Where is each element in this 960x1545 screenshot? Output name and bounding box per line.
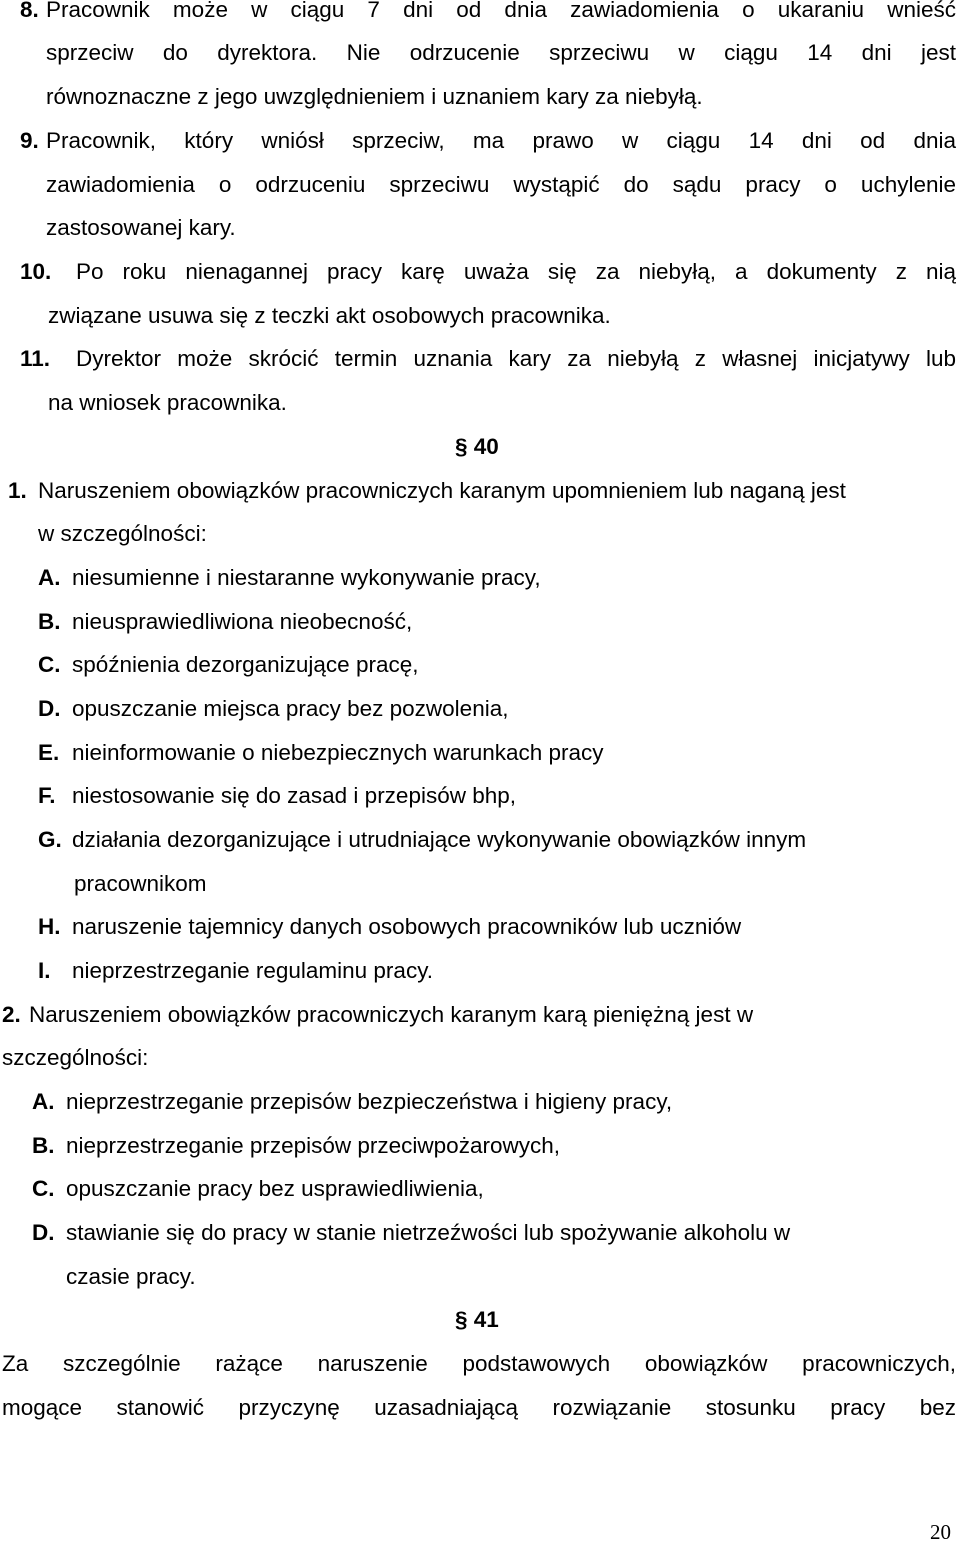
paragraph-8-line-2: sprzeciw do dyrektora. Nie odrzucenie sprzeciwu w ciągu 14 dni jest xyxy=(46,40,956,65)
list-letter: H. xyxy=(38,914,61,939)
list-letter: F. xyxy=(38,783,56,808)
section-heading: § 41 xyxy=(455,1307,499,1332)
section-40-p2-line-1: Naruszeniem obowiązków pracowniczych karanym karą pieniężną jest w xyxy=(29,1002,754,1027)
paragraph-number: 9. xyxy=(20,128,39,153)
list-item: opuszczanie pracy bez usprawiedliwienia, xyxy=(66,1176,484,1201)
paragraph-number: 8. xyxy=(20,0,39,22)
list-item: nieprzestrzeganie regulaminu pracy. xyxy=(72,958,434,983)
list-item: stawianie się do pracy w stanie nietrzeźwości lub spożywanie alkoholu w xyxy=(66,1220,791,1245)
section-40-p1-line-1: Naruszeniem obowiązków pracowniczych karanym upomnieniem lub naganą jest xyxy=(38,478,846,503)
paragraph-8-line-1: Pracownik może w ciągu 7 dni od dnia zawiadomienia o ukaraniu wnieść xyxy=(46,0,956,22)
paragraph-9-line-3: zastosowanej kary. xyxy=(46,215,236,240)
list-letter: B. xyxy=(38,609,61,634)
paragraph-8-line-3: równoznaczne z jego uwzględnieniem i uznaniem kary za niebyłą. xyxy=(46,84,703,109)
paragraph-10-line-1: Po roku nienagannej pracy karę uważa się za niebyłą, a dokumenty z nią xyxy=(76,259,956,284)
list-item: niesumienne i niestaranne wykonywanie pracy, xyxy=(72,565,541,590)
paragraph-number: 2. xyxy=(2,1002,21,1027)
list-letter: I. xyxy=(38,958,51,983)
list-item: nieusprawiedliwiona nieobecność, xyxy=(72,609,413,634)
list-letter: A. xyxy=(32,1089,55,1114)
paragraph-11-line-1: Dyrektor może skrócić termin uznania kary za niebyłą z własnej inicjatywy lub xyxy=(76,346,956,371)
list-item: nieprzestrzeganie przepisów przeciwpożarowych, xyxy=(66,1133,560,1158)
paragraph-number: 1. xyxy=(8,478,27,503)
list-item: nieinformowanie o niebezpiecznych warunkach pracy xyxy=(72,740,604,765)
paragraph-11-line-2: na wniosek pracownika. xyxy=(48,390,287,415)
paragraph-9-line-2: zawiadomienia o odrzuceniu sprzeciwu wystąpić do sądu pracy o uchylenie xyxy=(46,172,956,197)
list-letter: C. xyxy=(32,1176,55,1201)
paragraph-10-line-2: związane usuwa się z teczki akt osobowych pracownika. xyxy=(48,303,611,328)
list-item: nieprzestrzeganie przepisów bezpieczeństwa i higieny pracy, xyxy=(66,1089,673,1114)
list-letter: D. xyxy=(32,1220,55,1245)
list-letter: B. xyxy=(32,1133,55,1158)
section-41-line-2: mogące stanowić przyczynę uzasadniającą rozwiązanie stosunku pracy bez xyxy=(2,1395,956,1420)
section-40-p1-line-2: w szczególności: xyxy=(38,521,207,546)
paragraph-number: 10. xyxy=(20,259,52,284)
section-41-line-1: Za szczególnie rażące naruszenie podstawowych obowiązków pracowniczych, xyxy=(2,1351,956,1376)
page-number: 20 xyxy=(930,1520,951,1544)
list-letter: A. xyxy=(38,565,61,590)
list-letter: C. xyxy=(38,652,61,677)
list-item: spóźnienia dezorganizujące pracę, xyxy=(72,652,419,677)
list-letter: D. xyxy=(38,696,61,721)
list-item: naruszenie tajemnicy danych osobowych pracowników lub uczniów xyxy=(72,914,742,939)
paragraph-number: 11. xyxy=(20,346,51,371)
section-heading: § 40 xyxy=(455,434,499,459)
list-item-continuation: czasie pracy. xyxy=(66,1264,196,1289)
list-item: działania dezorganizujące i utrudniające wykonywanie obowiązków innym xyxy=(72,827,807,852)
list-item: opuszczanie miejsca pracy bez pozwolenia, xyxy=(72,696,509,721)
list-letter: E. xyxy=(38,740,60,765)
list-item-continuation: pracownikom xyxy=(74,871,207,896)
paragraph-9-line-1: Pracownik, który wniósł sprzeciw, ma prawo w ciągu 14 dni od dnia xyxy=(46,128,956,153)
section-40-p2-line-2: szczególności: xyxy=(2,1045,149,1070)
list-letter: G. xyxy=(38,827,62,852)
list-item: niestosowanie się do zasad i przepisów bhp, xyxy=(72,783,517,808)
